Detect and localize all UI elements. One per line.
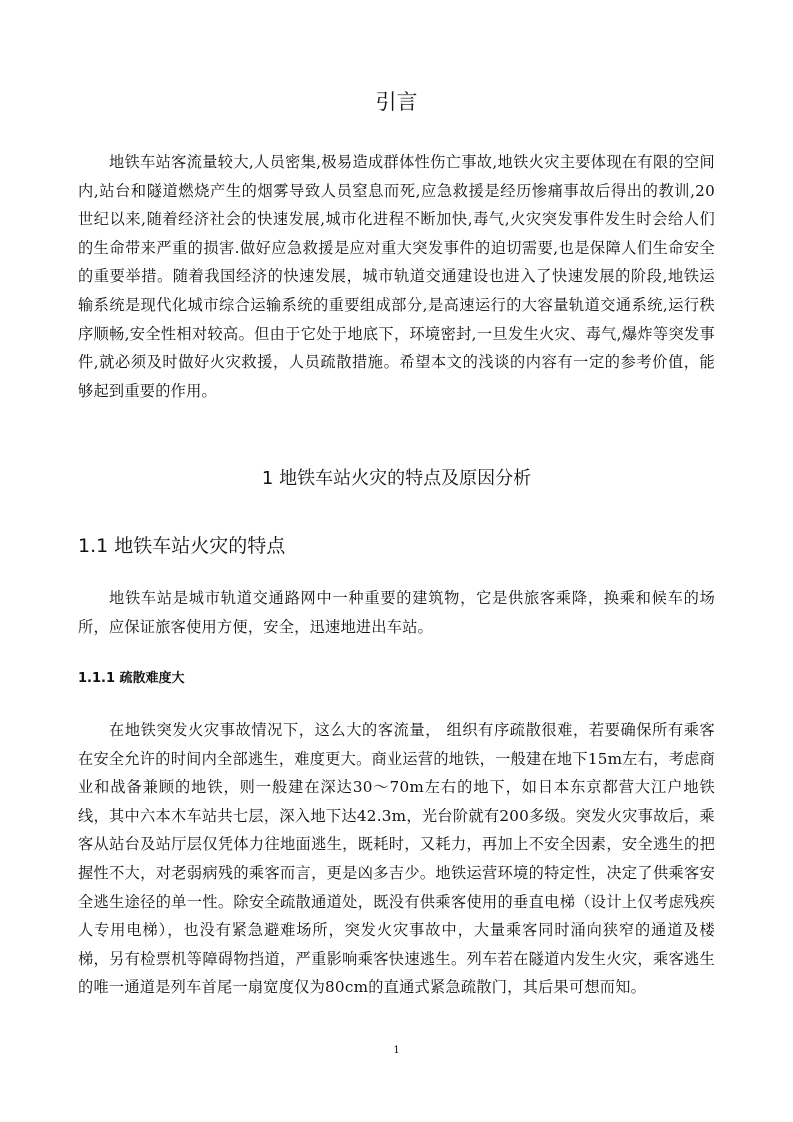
section-1-1-paragraph: 地铁车站是城市轨道交通路网中一种重要的建筑物，它是供旅客乘降，换乘和候车的场所，应保证旅客使用方便，安全，迅速地进出车站。 (78, 589, 715, 636)
intro-paragraph: 地铁车站客流量较大,人员密集,极易造成群体性伤亡事故,地铁火灾主要体现在有限的空间内,站台和隧道燃烧产生的烟雾导致人员窒息而死,应急救援是经历惨痛事故后得出的教训,20世纪以来,随着经济社会的快速发展,城市化进程不断加快,毒气,火灾突发事件发生时会给人们的生命带来严重的损害.做好应急救援是应对重大突发事件的迫切需要,也是保障人们生命安全的重要举措。随着我国经济的快速发展，城市轨道交通建设也进入了快速发展的阶段,地铁运输系统是现代化城市综合运输系统的重要组成部分,是高速运行的大容量轨道交通系统,运行秩序顺畅,安全性相对较高。但由于它处于地底下，环境密封,一旦发生火灾、毒气,爆炸等突发事件,就必须及时做好火灾救援，人员疏散措施。希望本文的浅谈的内容有一定的参考价值，能够起到重要的作用。 (78, 153, 715, 400)
section-1-1-1-heading: 1.1.1 疏散难度大 (78, 671, 185, 686)
section-1-1-heading: 1.1 地铁车站火灾的特点 (78, 535, 286, 557)
section-1-heading: 1 地铁车站火灾的特点及原因分析 (261, 468, 532, 489)
page-number: 1 (393, 1045, 400, 1056)
page-title: 引言 (375, 90, 418, 114)
section-1-1-1-paragraph: 在地铁突发火灾事故情况下，这么大的客流量， 组织有序疏散很难，若要确保所有乘客在安全允许的时间内全部逃生，难度更大。商业运营的地铁，一般建在地下15m左右，考虑商业和战备兼顾的地铁，则一般建在深达30～70m左右的地下，如日本东京都营大江户地铁线，其中六本木车站共七层，深入地下达42.3m，光台阶就有200多级。突发火灾事故后，乘客从站台及站厅层仅凭体力往地面逃生，既耗时，又耗力，再加上不安全因素，安全逃生的把握性不大，对老弱病残的乘客而言，更是凶多吉少。地铁运营环境的特定性，决定了供乘客安全逃生途径的单一性。除安全疏散通道处，既没有供乘客使用的垂直电梯（设计上仅考虑残疾人专用电梯），也没有紧急避难场所，突发火灾事故中，大量乘客同时涌向狭窄的通道及楼梯，另有检票机等障碍物挡道，严重影响乘客快速逃生。列车若在隧道内发生火灾，乘客逃生的唯一通道是列车首尾一扇宽度仅为80cm的直通式紧急疏散门，其后果可想而知。 (78, 721, 715, 997)
